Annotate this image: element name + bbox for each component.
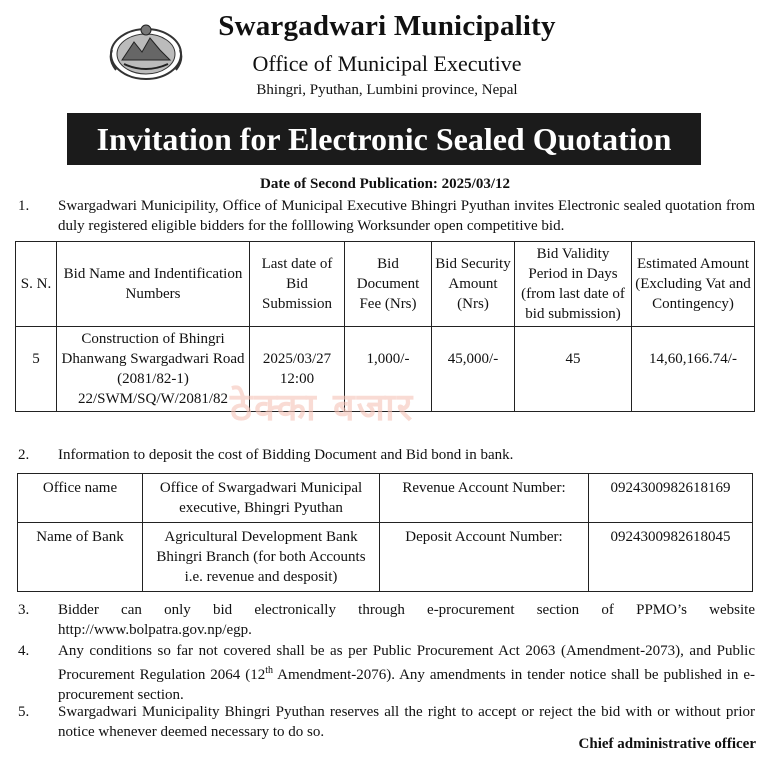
header-validity: Bid Validity Period in Days (from last date of bid submission): [515, 242, 632, 327]
revenue-label: Revenue Account Number:: [380, 474, 589, 523]
clause-3: Bidder can only bid electronically through e-procurement section of PPMO’s website http://www.bolpatra.gov.np/egp.: [58, 602, 755, 638]
publication-date: Date of Second Publication: 2025/03/12: [260, 176, 510, 192]
clause-5: Swargadwari Municipality Bhingri Pyuthan reserves all the right to accept or reject the bid with or without prior notice whenever deemed necessary to do so.: [58, 704, 755, 740]
clause-number: 4.: [18, 643, 30, 659]
notice-header: [0, 0, 770, 110]
deposit-value: 0924300982618045: [589, 523, 753, 592]
office-label: Office name: [18, 474, 143, 523]
clause-number: 3.: [18, 602, 30, 618]
header-security: Bid Security Amount (Nrs): [432, 242, 515, 327]
cell-estimate: 14,60,166.74/-: [632, 327, 755, 412]
clause-4: [58, 641, 755, 705]
cell-last-date: 2025/03/27 12:00: [250, 327, 345, 412]
deposit-label: Deposit Account Number:: [380, 523, 589, 592]
clause-number: 1.: [18, 198, 30, 214]
header-doc-fee: Bid Document Fee (Nrs): [345, 242, 432, 327]
cell-sn: 5: [16, 327, 57, 412]
header-estimate: Estimated Amount (Excluding Vat and Contingency): [632, 242, 755, 327]
clause-number: 2.: [18, 447, 30, 463]
nepal-emblem-icon: [108, 20, 184, 82]
intro-paragraph: Swargadwari Municipility, Office of Municipal Executive Bhingri Pyuthan invites Electronic sealed quotation from duly registered eligible bidders for the folllowing Worksunder open competitive bid.: [58, 198, 755, 234]
clause-number: 5.: [18, 704, 30, 720]
table-row: [18, 474, 753, 523]
clause-4-text-b: Amendment-2076). Any amendments in tender notice shall be published in e-procurement section.: [58, 667, 755, 703]
header-sn: S. N.: [16, 242, 57, 327]
clause-4-text-a: Any conditions so far not covered shall be as per Public Procurement Act 2063 (Amendment-2073), and Public Procurement Regulation 2064 (12: [58, 643, 755, 683]
table-row: [18, 523, 753, 592]
office-value: Office of Swargadwari Municipal executive, Bhingri Pyuthan: [143, 474, 380, 523]
bank-label: Name of Bank: [18, 523, 143, 592]
cell-doc-fee: 1,000/-: [345, 327, 432, 412]
cell-validity: 45: [515, 327, 632, 412]
watermark: ठेक्का बजार: [230, 385, 415, 429]
office-name: Office of Municipal Executive: [252, 51, 522, 76]
org-address: Bhingri, Pyuthan, Lumbini province, Nepal: [256, 82, 518, 98]
signature: Chief administrative officer: [578, 736, 756, 752]
cell-bid-name: Construction of Bhingri Dhanwang Swargadwari Road (2081/82-1) 22/SWM/SQ/W/2081/82: [57, 327, 250, 412]
org-name: Swargadwari Municipality: [218, 10, 556, 42]
deposit-intro: Information to deposit the cost of Bidding Document and Bid bond in bank.: [58, 447, 514, 463]
bid-table-header-row: [16, 242, 755, 327]
header-last-date: Last date of Bid Submission: [250, 242, 345, 327]
clause-4-sup: th: [265, 665, 274, 676]
revenue-value: 0924300982618169: [589, 474, 753, 523]
notice-title: Invitation for Electronic Sealed Quotation: [67, 113, 701, 165]
cell-security: 45,000/-: [432, 327, 515, 412]
bank-value: Agricultural Development Bank Bhingri Branch (for both Accounts i.e. revenue and desposit): [143, 523, 380, 592]
deposit-table: [17, 473, 753, 592]
header-bid-name: Bid Name and Indentification Numbers: [57, 242, 250, 327]
